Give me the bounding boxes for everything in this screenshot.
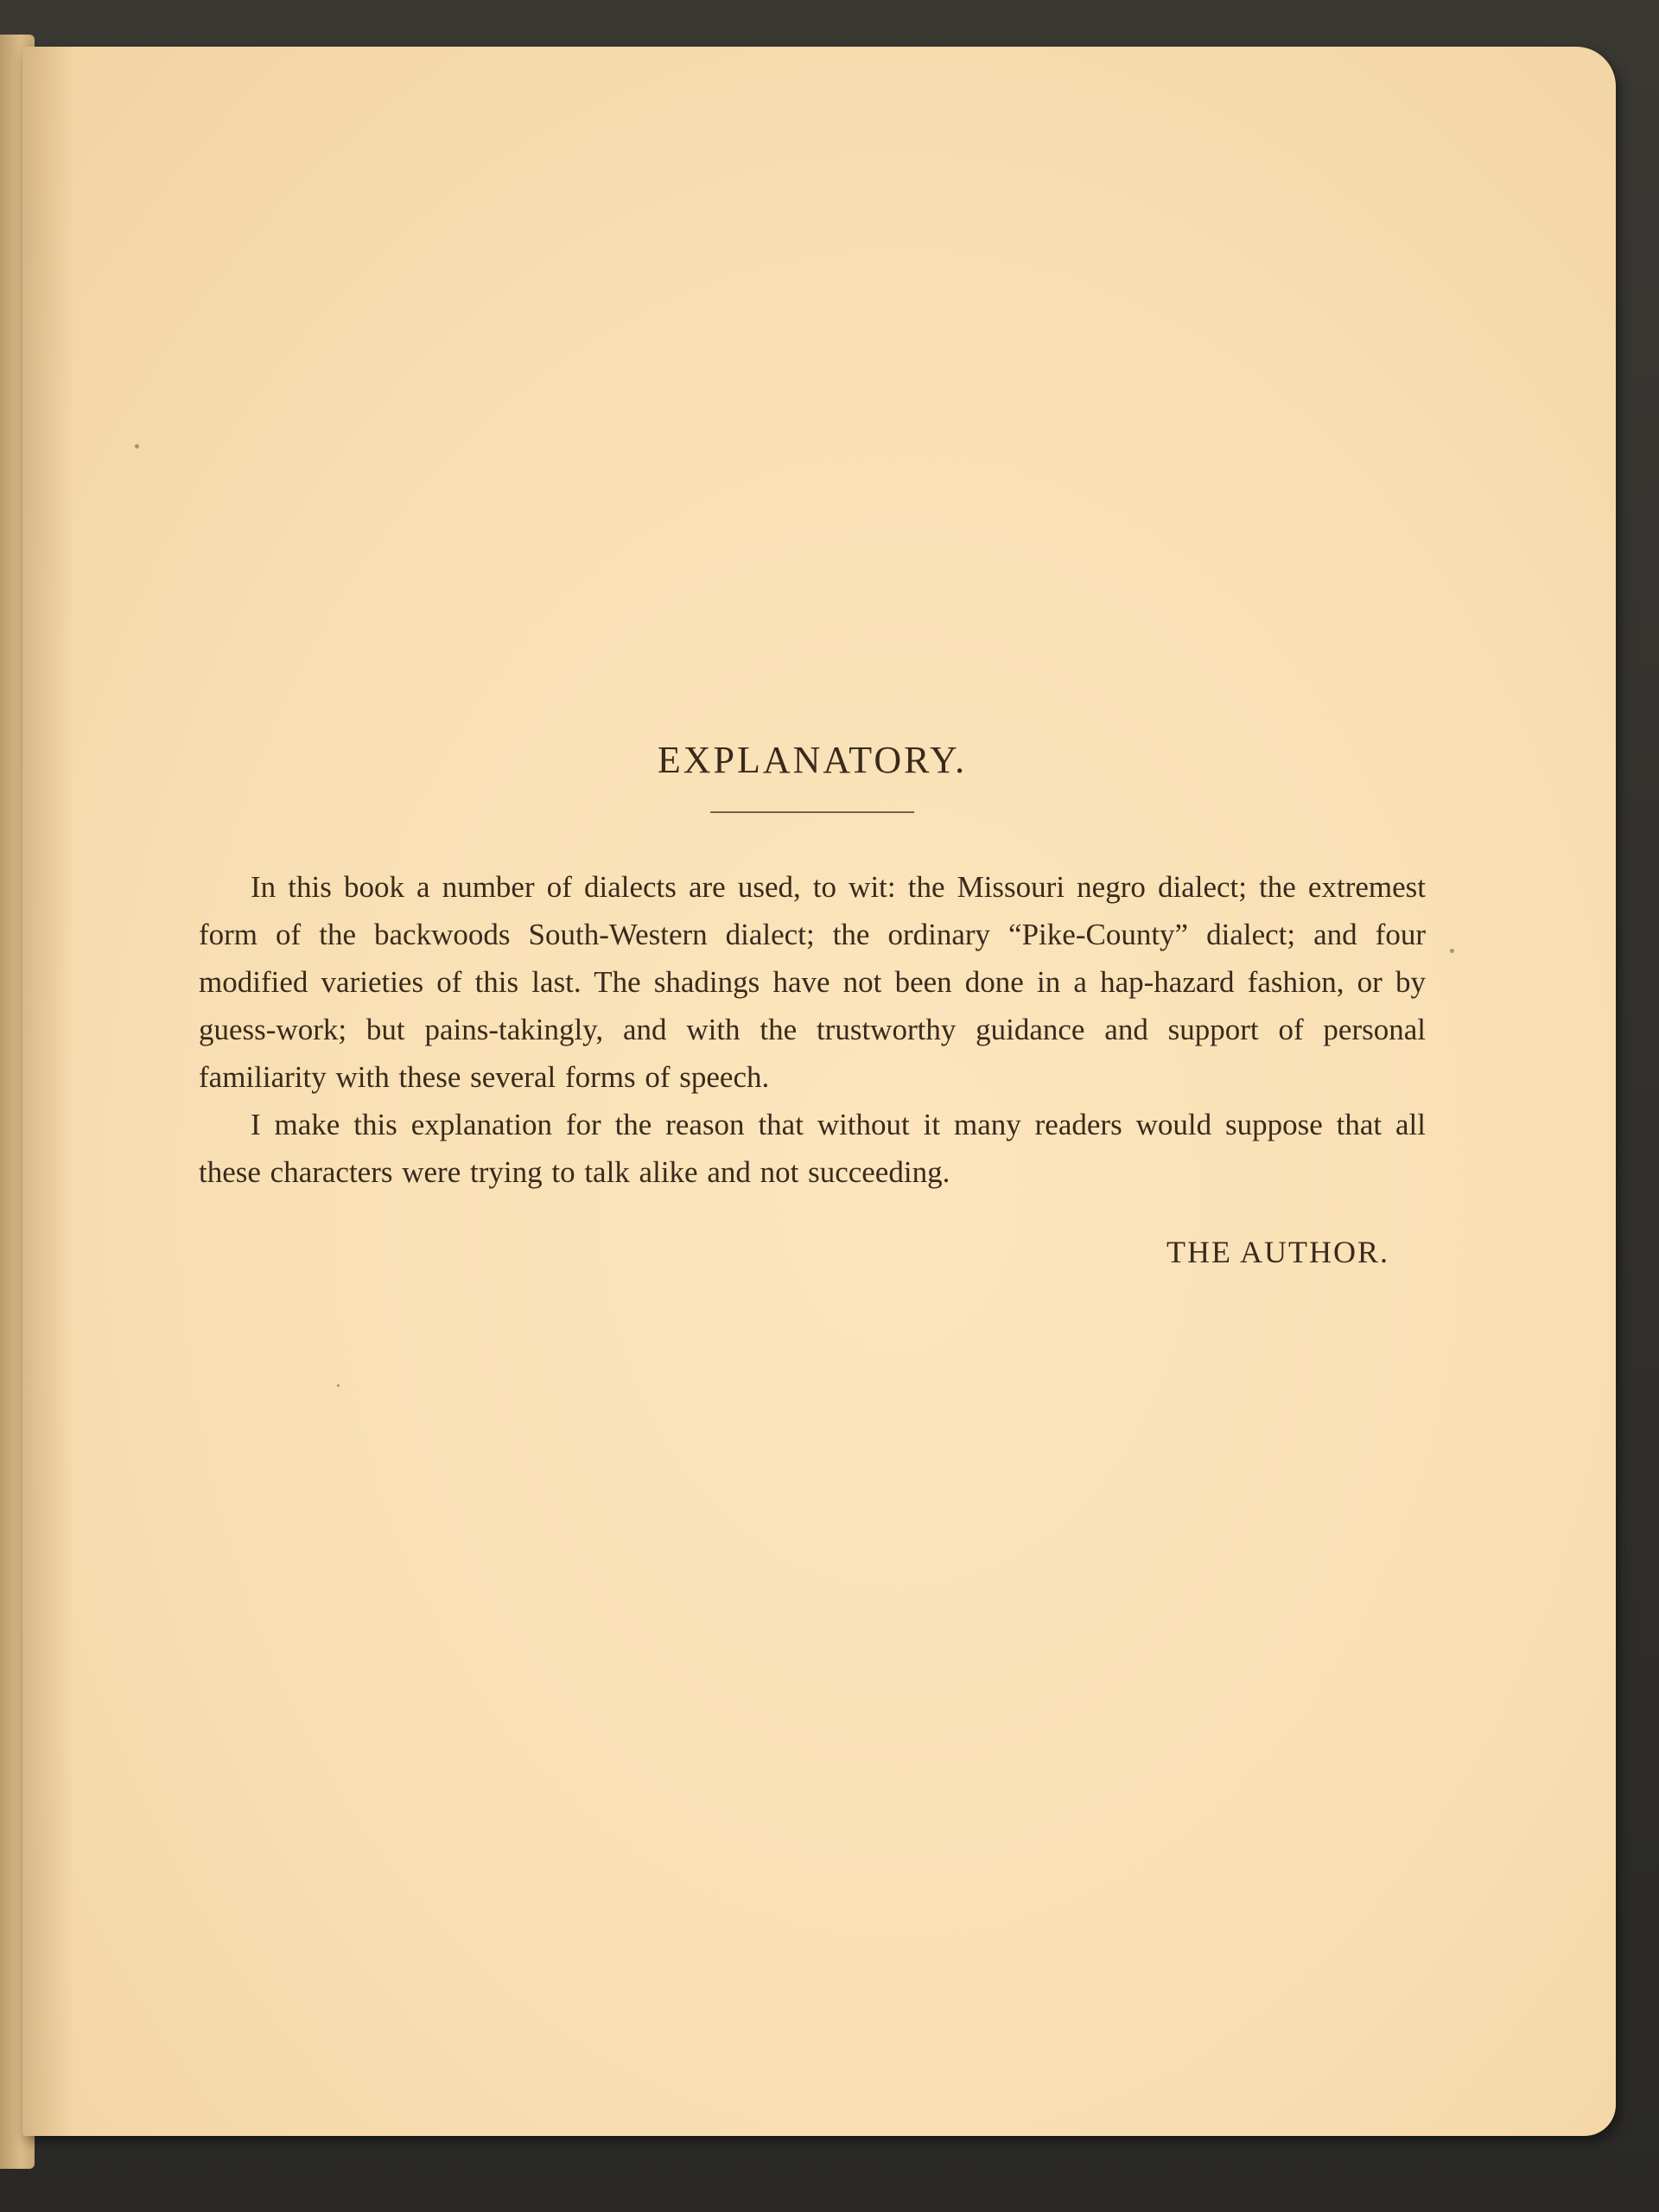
page-heading: EXPLANATORY.	[657, 739, 968, 781]
signature: THE AUTHOR.	[1166, 1235, 1389, 1269]
paper-speck	[1450, 949, 1454, 953]
book-page	[22, 47, 1616, 2136]
heading-rule	[710, 811, 914, 813]
body-paragraph-2: I make this explanation for the reason that without it many readers would suppose that all these characters were trying to talk alike and not succeeding.	[199, 1108, 1426, 1189]
paper-speck	[135, 444, 139, 448]
paper-speck	[337, 1384, 340, 1387]
body-paragraph-1: In this book a number of dialects are used, to wit: the Missouri negro dialect; the extremest form of the backwoods South-Western dialect; the ordinary “Pike-County” dialect; and four modified varieties of this last. The shadings have not been done in a hap-hazard fashion, or by guess-work; but pains-takingly, and with the trustworthy guidance and support of personal familiarity with these several forms of speech.	[199, 870, 1426, 1094]
page-content	[199, 738, 1426, 1270]
